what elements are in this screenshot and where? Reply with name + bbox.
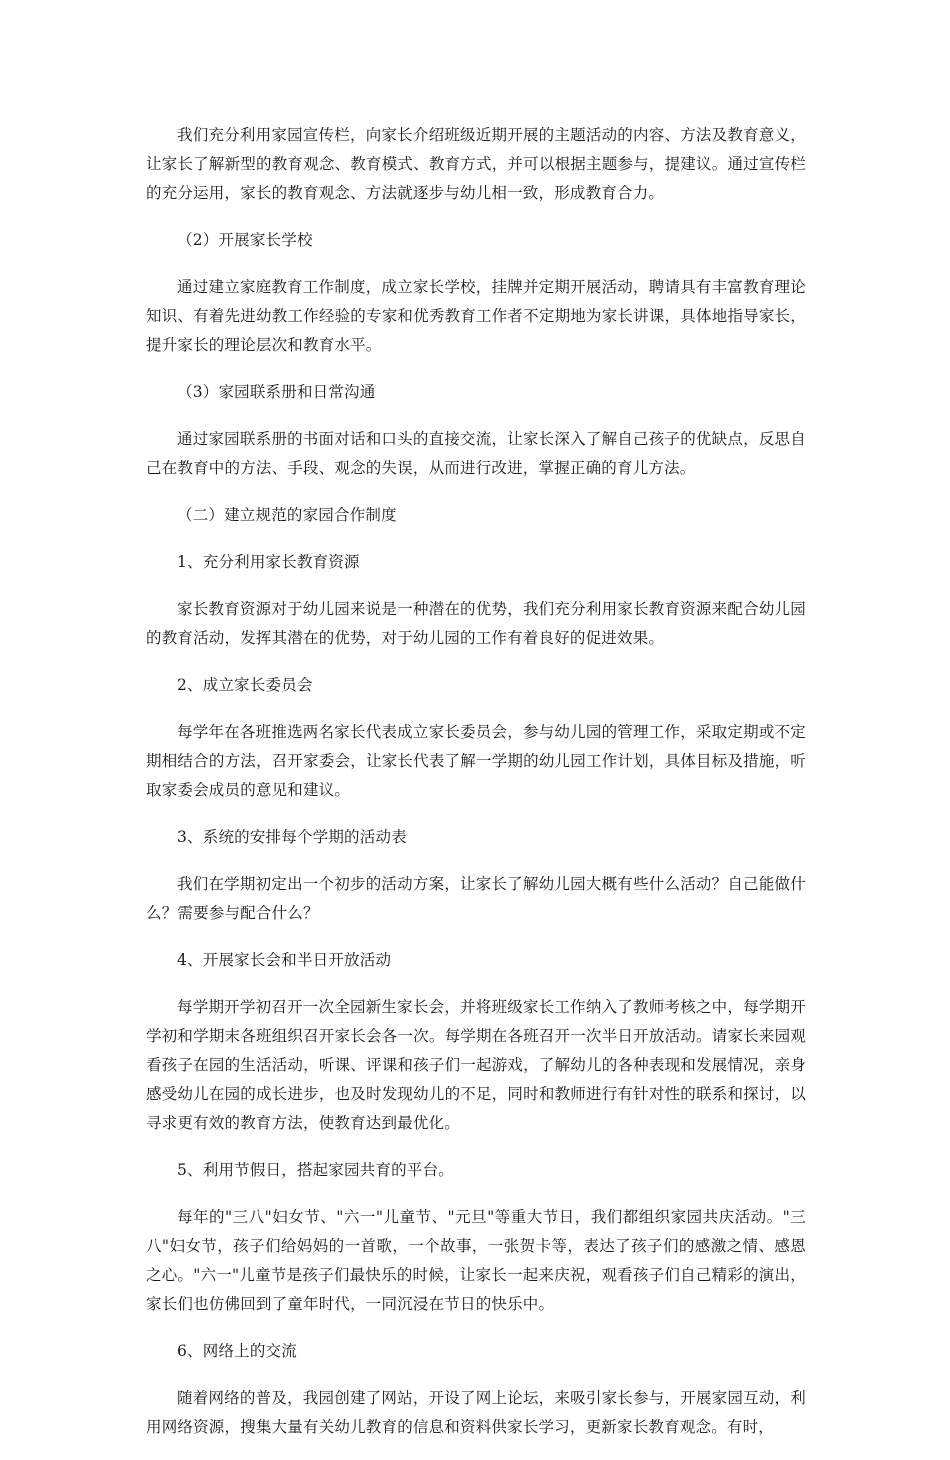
- paragraph-parent-committee: 每学年在各班推选两名家长代表成立家长委员会，参与幼儿园的管理工作，采取定期或不定期相结合的方法，召开家委会，让家长代表了解一学期的幼儿园工作计划，具体目标及措施，听取家委会成员的意见和建议。: [146, 723, 806, 799]
- heading-activity-schedule: 3、系统的安排每个学期的活动表: [177, 828, 407, 846]
- heading-holidays: 5、利用节假日，搭起家园共育的平台。: [177, 1161, 454, 1179]
- paragraph-contact-book: 通过家园联系册的书面对话和口头的直接交流，让家长深入了解自己孩子的优缺点，反思自己在教育中的方法、手段、观念的失误，从而进行改进，掌握正确的育儿方法。: [146, 430, 806, 477]
- heading-online-exchange: 6、网络上的交流: [177, 1342, 297, 1360]
- paragraph-online-exchange: 随着网络的普及，我园创建了网站，开设了网上论坛，来吸引家长参与，开展家园互动，利用网络资源，搜集大量有关幼儿教育的信息和资料供家长学习，更新家长教育观念。有时，: [146, 1389, 806, 1436]
- paragraph-parent-meeting: 每学期开学初召开一次全园新生家长会，并将班级家长工作纳入了教师考核之中，每学期开学初和学期末各班组织召开家长会各一次。每学期在各班召开一次半日开放活动。请家长来园观看孩子在园的生活活动，听课、评课和孩子们一起游戏，了解幼儿的各种表现和发展情况，亲身感受幼儿在园的成长进步，也及时发现幼儿的不足，同时和教师进行有针对性的联系和探讨，以寻求更有效的教育方法，使教育达到最优化。: [146, 998, 806, 1132]
- paragraph-parent-resources: 家长教育资源对于幼儿园来说是一种潜在的优势，我们充分利用家长教育资源来配合幼儿园的教育活动，发挥其潜在的优势，对于幼儿园的工作有着良好的促进效果。: [146, 600, 806, 647]
- heading-cooperation-system: （二）建立规范的家园合作制度: [177, 506, 397, 524]
- heading-parent-school: （2）开展家长学校: [177, 231, 313, 249]
- heading-parent-meeting: 4、开展家长会和半日开放活动: [177, 951, 392, 969]
- paragraph-activity-schedule: 我们在学期初定出一个初步的活动方案，让家长了解幼儿园大概有些什么活动？自己能做什么？需要参与配合什么？: [146, 875, 806, 922]
- heading-parent-committee: 2、成立家长委员会: [177, 676, 313, 694]
- heading-contact-book: （3）家园联系册和日常沟通: [177, 383, 376, 401]
- document-body: [146, 121, 806, 1460]
- paragraph-bulletin-board: 我们充分利用家园宣传栏，向家长介绍班级近期开展的主题活动的内容、方法及教育意义，让家长了解新型的教育观念、教育模式、教育方式，并可以根据主题参与，提建议。通过宣传栏的充分运用，家长的教育观念、方法就逐步与幼儿相一致，形成教育合力。: [146, 126, 806, 202]
- heading-parent-resources: 1、充分利用家长教育资源: [177, 553, 360, 571]
- paragraph-holidays: 每年的"三八"妇女节、"六一"儿童节、"元旦"等重大节日，我们都组织家园共庆活动。"三八"妇女节，孩子们给妈妈的一首歌，一个故事，一张贺卡等，表达了孩子们的感激之情、感恩之心。"六一"儿童节是孩子们最快乐的时候，让家长一起来庆祝，观看孩子们自己精彩的演出，家长们也仿佛回到了童年时代，一同沉浸在节日的快乐中。: [146, 1208, 806, 1313]
- paragraph-parent-school: 通过建立家庭教育工作制度，成立家长学校，挂牌并定期开展活动，聘请具有丰富教育理论知识、有着先进幼教工作经验的专家和优秀教育工作者不定期地为家长讲课，具体地指导家长，提升家长的理论层次和教育水平。: [146, 278, 806, 354]
